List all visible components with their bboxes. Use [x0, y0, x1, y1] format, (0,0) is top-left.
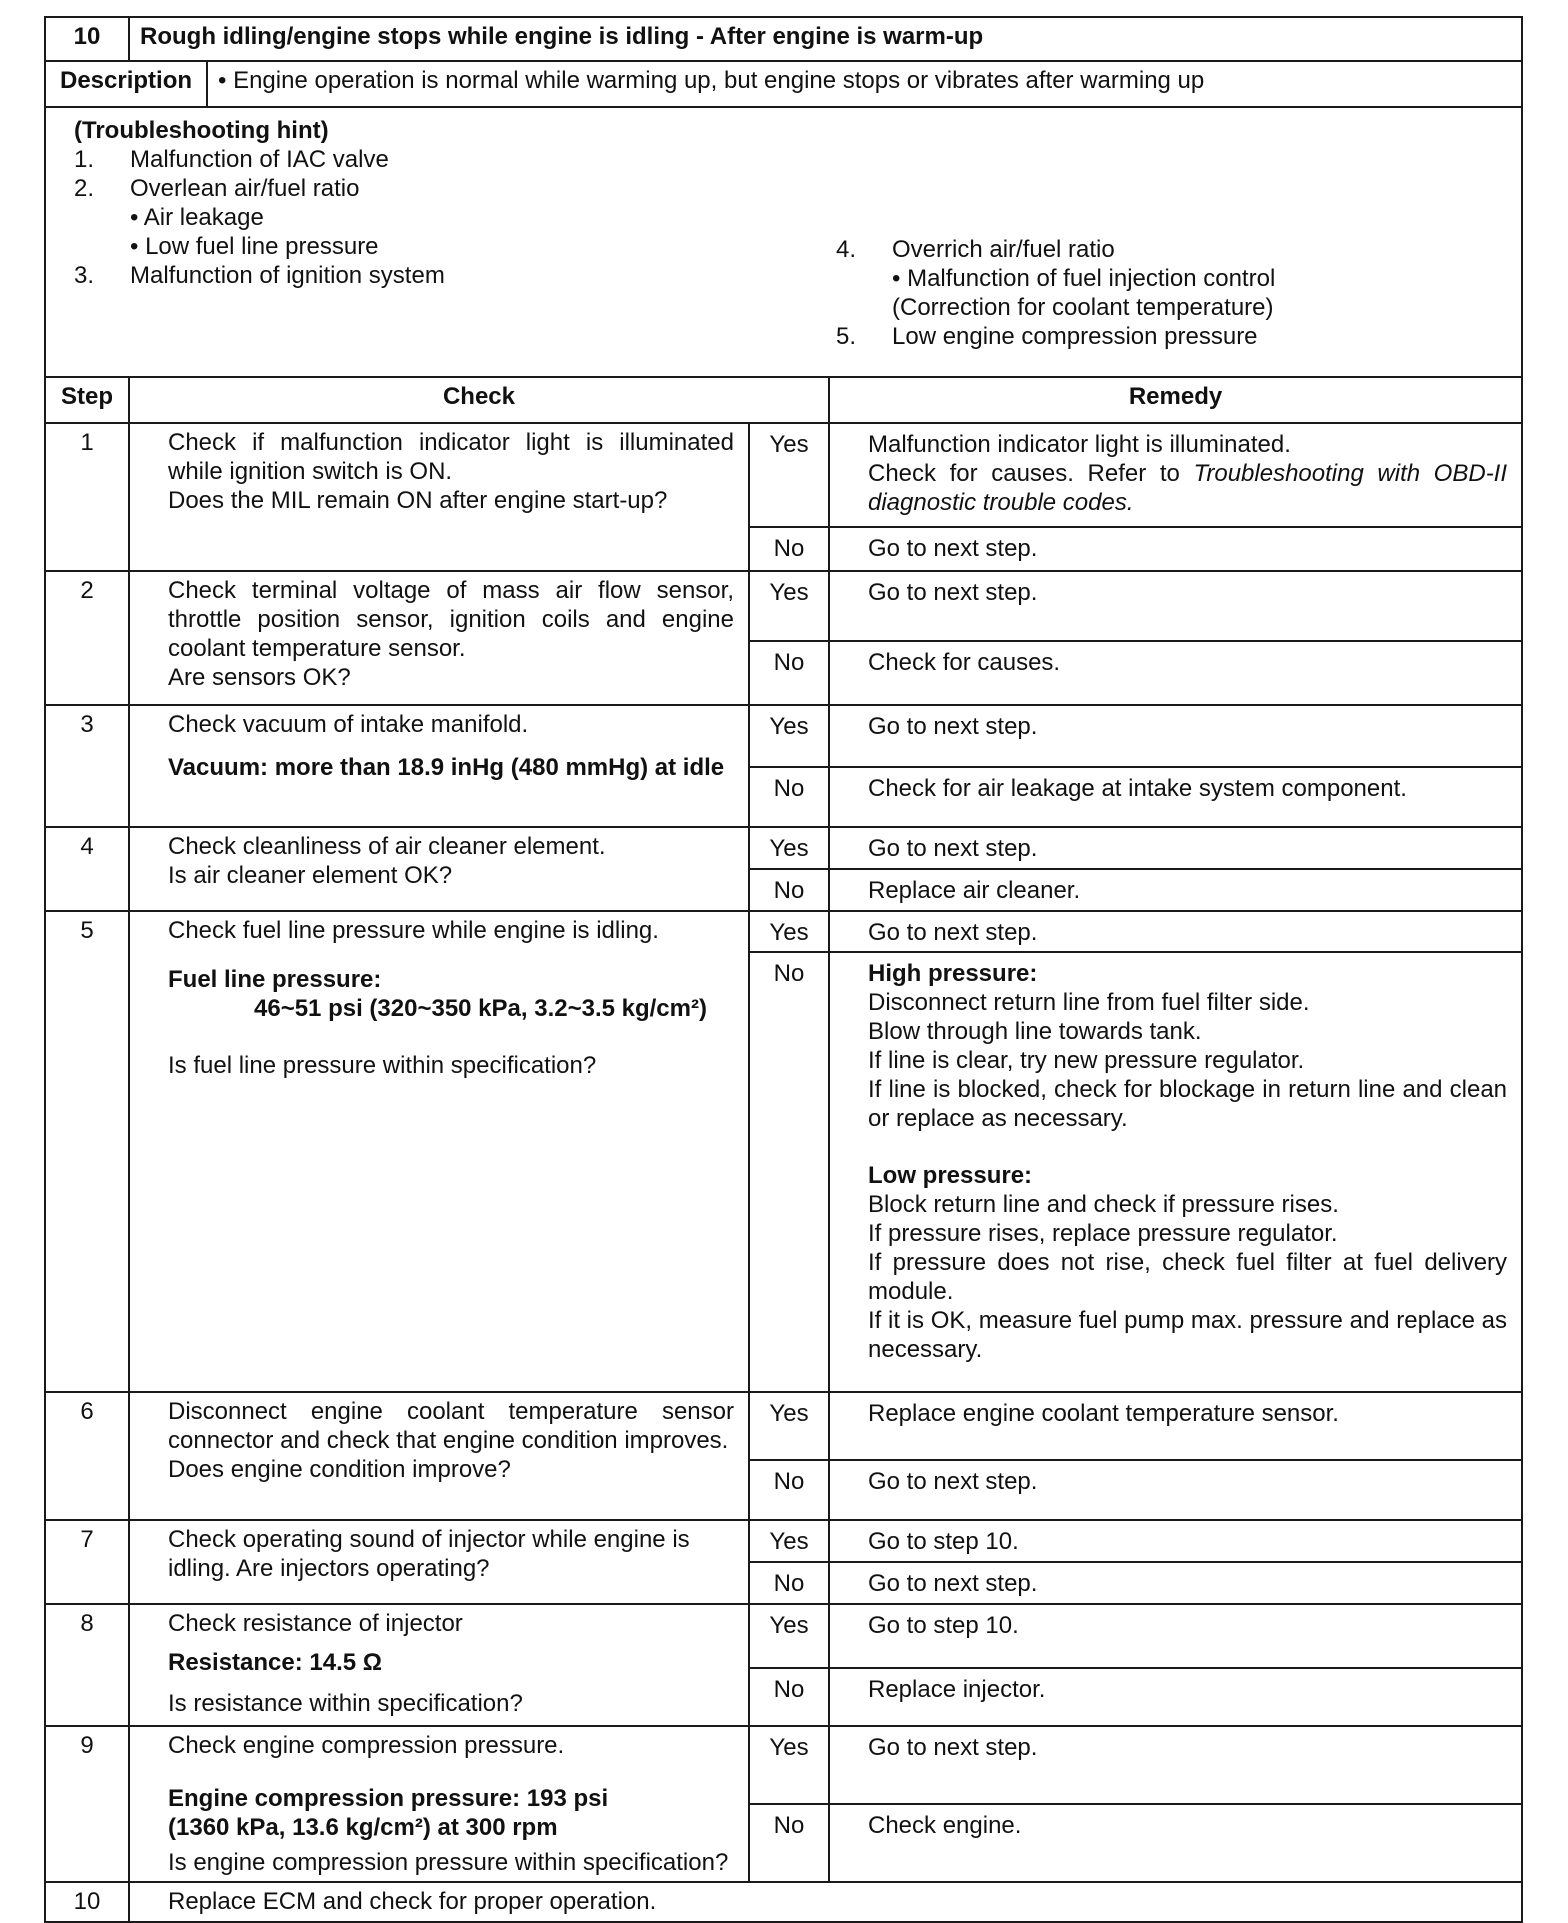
- procedure-title: Rough idling/engine stops while engine is idling - After engine is warm-up: [129, 17, 1522, 61]
- hint-item: 3. Malfunction of ignition system: [74, 262, 445, 289]
- step-check: Check cleanliness of air cleaner element. Is air cleaner element OK?: [129, 827, 749, 911]
- answer-yes: Yes: [749, 1520, 829, 1562]
- column-header-row: [45, 377, 1522, 423]
- answer-yes: Yes: [749, 705, 829, 767]
- remedy-yes: Go to next step.: [829, 705, 1522, 767]
- step-number: 8: [45, 1604, 129, 1726]
- remedy-yes: Go to next step.: [829, 1726, 1522, 1804]
- step-row: [45, 1392, 1522, 1460]
- step-row: [45, 1520, 1522, 1562]
- answer-yes: Yes: [749, 1604, 829, 1668]
- description-text: • Engine operation is normal while warming up, but engine stops or vibrates after warming up: [207, 61, 1522, 107]
- step-row: [45, 423, 1522, 527]
- remedy-no: Check for causes.: [829, 641, 1522, 705]
- step-number: 9: [45, 1726, 129, 1882]
- description-label: Description: [45, 61, 207, 107]
- step-number: 4: [45, 827, 129, 911]
- remedy-yes: Replace engine coolant temperature sensor.: [829, 1392, 1522, 1460]
- answer-no: No: [749, 1804, 829, 1882]
- remedy-no: Go to next step.: [829, 1460, 1522, 1520]
- answer-yes: Yes: [749, 1726, 829, 1804]
- step-row: [45, 827, 1522, 869]
- hint-item: 5. Low engine compression pressure: [836, 323, 1258, 350]
- step-check: Replace ECM and check for proper operation.: [129, 1882, 1522, 1922]
- step-check: Check if malfunction indicator light is illuminated while ignition switch is ON. Does the MIL remain ON after engine start-up?: [129, 423, 749, 571]
- spec-vacuum: Vacuum: more than 18.9 inHg (480 mmHg) at idle: [168, 754, 725, 781]
- remedy-no: Check for air leakage at intake system component.: [829, 767, 1522, 827]
- remedy-no: Go to next step.: [829, 527, 1522, 571]
- answer-yes: Yes: [749, 423, 829, 527]
- troubleshooting-hint: [45, 107, 1522, 377]
- answer-no: No: [749, 1668, 829, 1726]
- step-row: [45, 1882, 1522, 1922]
- remedy-yes: Malfunction indicator light is illuminated. Check for causes. Refer to Troubleshooting with OBD-II diagnostic trouble codes.: [829, 423, 1522, 527]
- step-number: 3: [45, 705, 129, 827]
- answer-no: No: [749, 952, 829, 1392]
- remedy-no: High pressure: Disconnect return line from fuel filter side. Blow through line towards tank. If line is clear, try new pressure regulator. If line is blocked, check for blockage in return line and clean or replace as necessary. Low pressure: Block return line and check if pressure rises. If pressure rises, replace pressure regulator. If pressure does not rise, check fuel filter at fuel delivery module. If it is OK, measure fuel pump max. pressure and replace as necessary.: [829, 952, 1522, 1392]
- answer-yes: Yes: [749, 571, 829, 641]
- remedy-no: Replace air cleaner.: [829, 869, 1522, 911]
- answer-no: No: [749, 1562, 829, 1604]
- answer-yes: Yes: [749, 827, 829, 869]
- step-check: Check vacuum of intake manifold. Vacuum: more than 18.9 inHg (480 mmHg) at idle: [129, 705, 749, 827]
- step-check: Check engine compression pressure. Engine compression pressure: 193 psi (1360 kPa, 13.6 kg/cm²) at 300 rpm Is engine compression pressure within specification?: [129, 1726, 749, 1882]
- remedy-no: Replace injector.: [829, 1668, 1522, 1726]
- hint-item: • Low fuel line pressure: [130, 233, 379, 260]
- step-row: [45, 571, 1522, 641]
- hint-item: 1. Malfunction of IAC valve: [74, 146, 389, 173]
- step-row: [45, 705, 1522, 767]
- answer-no: No: [749, 767, 829, 827]
- step-check: Disconnect engine coolant temperature sensor connector and check that engine condition improves. Does engine condition improve?: [129, 1392, 749, 1520]
- answer-yes: Yes: [749, 911, 829, 952]
- hint-item: (Correction for coolant temperature): [892, 294, 1274, 321]
- step-number: 2: [45, 571, 129, 705]
- answer-no: No: [749, 527, 829, 571]
- spec-resistance: Resistance: 14.5 Ω: [168, 1649, 383, 1676]
- hint-item: 2. Overlean air/fuel ratio: [74, 175, 360, 202]
- step-check: Check terminal voltage of mass air flow sensor, throttle position sensor, ignition coils and engine coolant temperature sensor. Are sensors OK?: [129, 571, 749, 705]
- column-check: Check: [129, 377, 829, 423]
- answer-no: No: [749, 1460, 829, 1520]
- column-step: Step: [45, 377, 129, 423]
- hint-row: [45, 107, 1522, 377]
- step-check: Check operating sound of injector while engine is idling. Are injectors operating?: [129, 1520, 749, 1604]
- troubleshooting-sheet: [44, 16, 1521, 1923]
- remedy-no: Check engine.: [829, 1804, 1522, 1882]
- step-number: 7: [45, 1520, 129, 1604]
- column-remedy: Remedy: [829, 377, 1522, 423]
- description-row: [45, 61, 1522, 107]
- header-row: [45, 17, 1522, 61]
- answer-no: No: [749, 869, 829, 911]
- procedure-number: 10: [45, 17, 129, 61]
- step-check: Check fuel line pressure while engine is idling. Fuel line pressure: 46~51 psi (320~350 kPa, 3.2~3.5 kg/cm²) Is fuel line pressure within specification?: [129, 911, 749, 1392]
- step-number: 1: [45, 423, 129, 571]
- hint-item: 4. Overrich air/fuel ratio: [836, 236, 1115, 263]
- step-row: [45, 1726, 1522, 1804]
- remedy-yes: Go to next step.: [829, 827, 1522, 869]
- step-number: 6: [45, 1392, 129, 1520]
- answer-yes: Yes: [749, 1392, 829, 1460]
- troubleshooting-table: [44, 16, 1523, 1923]
- hint-item: • Malfunction of fuel injection control: [892, 265, 1276, 292]
- spec-fuel-pressure-label: Fuel line pressure:: [168, 966, 382, 993]
- remedy-no: Go to next step.: [829, 1562, 1522, 1604]
- remedy-yes: Go to next step.: [829, 571, 1522, 641]
- hint-left-column: [74, 145, 445, 290]
- step-row: [45, 1604, 1522, 1668]
- step-number: 5: [45, 911, 129, 1392]
- step-check: Check resistance of injector Resistance: 14.5 Ω Is resistance within specification?: [129, 1604, 749, 1726]
- hint-right-column: [836, 235, 1275, 351]
- hint-title: (Troubleshooting hint): [74, 117, 329, 144]
- remedy-yes: Go to step 10.: [829, 1520, 1522, 1562]
- step-row: [45, 911, 1522, 952]
- answer-no: No: [749, 641, 829, 705]
- spec-fuel-pressure-value: 46~51 psi (320~350 kPa, 3.2~3.5 kg/cm²): [254, 995, 707, 1022]
- remedy-yes: Go to step 10.: [829, 1604, 1522, 1668]
- remedy-yes: Go to next step.: [829, 911, 1522, 952]
- step-number: 10: [45, 1882, 129, 1922]
- hint-item: • Air leakage: [130, 204, 264, 231]
